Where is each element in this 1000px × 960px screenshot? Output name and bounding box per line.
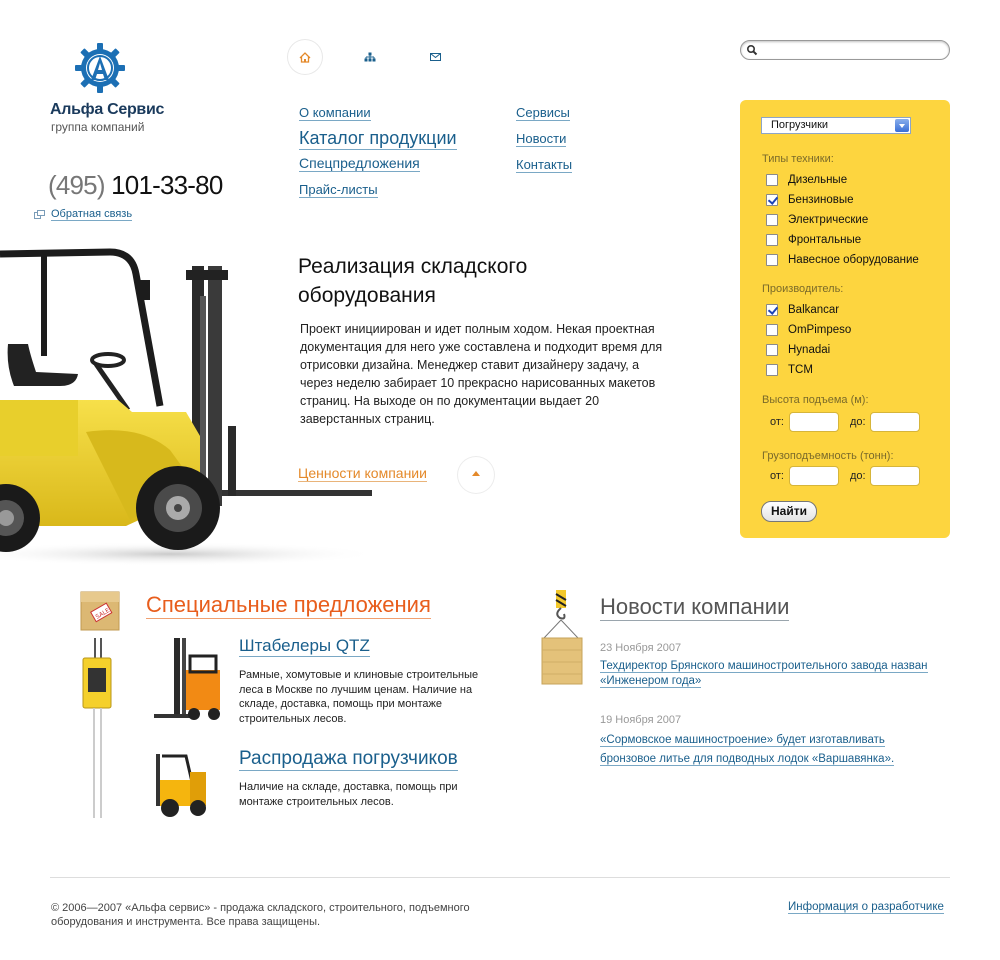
search-input[interactable]: [762, 42, 942, 58]
footer-divider: [50, 877, 950, 878]
specials-title[interactable]: Специальные предложения: [146, 592, 431, 617]
stacker-icon: [80, 638, 114, 818]
maker-checkbox[interactable]: [766, 344, 778, 356]
svg-text:SALE: SALE: [94, 607, 112, 621]
maker-checkbox[interactable]: [766, 364, 778, 376]
nav-contacts[interactable]: Контакты: [516, 157, 573, 172]
chevron-down-icon[interactable]: [895, 119, 909, 132]
height-to-label: до:: [850, 416, 866, 428]
special-offer-title[interactable]: Распродажа погрузчиков: [239, 748, 458, 769]
news-date: 23 Ноября 2007: [600, 642, 682, 654]
height-from-label: от:: [770, 416, 784, 428]
news-date: 19 Ноября 2007: [600, 714, 682, 726]
forklift-photo[interactable]: [152, 748, 212, 820]
type-checkbox-label: Бензиновые: [788, 194, 854, 206]
type-checkbox-label: Навесное оборудование: [788, 254, 919, 266]
capacity-label: Грузоподъемность (тонн):: [762, 450, 894, 462]
category-select[interactable]: [761, 117, 911, 134]
sitemap-button[interactable]: [352, 39, 388, 75]
height-from-input[interactable]: [789, 412, 839, 432]
home-icon: [299, 52, 311, 63]
type-checkbox-label: Фронтальные: [788, 234, 862, 246]
phone-code: (495): [48, 170, 105, 200]
news-link[interactable]: [600, 659, 930, 689]
hero-title: Реализация складского оборудования: [298, 255, 528, 307]
phone-number: [48, 170, 222, 201]
feedback-icon: [34, 210, 45, 219]
type-checkbox-label: Электрические: [788, 214, 869, 226]
special-offer-title[interactable]: Штабелеры QTZ: [239, 636, 370, 655]
hero-text: Проект инициирован и идет полным ходом. Некая проектная документация для него уже составлена и подходит время для отрисовки дизайна. Менеджер ставит дизайнеру задачу, а через неделю забирает 10 прекрасно нарисованных макетов страниц. На выходе он по документации выдает 20 заверстанных страниц.: [300, 322, 663, 426]
phone-digits: 101-33-80: [111, 170, 223, 200]
maker-checkbox-row[interactable]: [766, 364, 813, 376]
special-offer-text: Рамные, хомутовые и клиновые строительные леса в Москве по лучшим ценам. Наличие на складе, доставка, помощь при монтаже строительных лесов.: [239, 669, 479, 725]
sale-box-icon: [80, 590, 120, 632]
type-checkbox-row[interactable]: [766, 174, 847, 186]
nav-catalog[interactable]: Каталог продукции: [299, 128, 457, 148]
company-values-link[interactable]: Ценности компании: [298, 465, 427, 481]
type-checkbox[interactable]: [766, 254, 778, 266]
maker-checkbox[interactable]: [766, 324, 778, 336]
makers-label: Производитель:: [762, 283, 844, 295]
capacity-to-input[interactable]: [870, 466, 920, 486]
maker-checkbox-row[interactable]: [766, 324, 851, 336]
type-checkbox[interactable]: [766, 194, 778, 206]
type-checkbox-row[interactable]: [766, 254, 919, 266]
logo-subtitle: группа компаний: [51, 120, 145, 134]
capacity-from-label: от:: [770, 470, 784, 482]
capacity-from-input[interactable]: [789, 466, 839, 486]
type-checkbox[interactable]: [766, 214, 778, 226]
type-checkbox-row[interactable]: [766, 214, 868, 226]
news-link[interactable]: [600, 731, 930, 769]
maker-checkbox-label: TCM: [788, 364, 813, 376]
category-select-value: Погрузчики: [771, 119, 829, 131]
maker-checkbox-label: Balkancar: [788, 304, 840, 316]
stacker-photo[interactable]: [152, 636, 224, 722]
type-checkbox-row[interactable]: [766, 234, 861, 246]
type-checkbox[interactable]: [766, 174, 778, 186]
news-link-text[interactable]: «Сормовское машиностроение» будет изготавливать бронзовое литье для подводных лодок «Варшавянка».: [600, 734, 895, 765]
feedback-link[interactable]: Обратная связь: [51, 208, 133, 220]
mail-icon: [430, 53, 441, 61]
home-button[interactable]: [287, 39, 323, 75]
maker-checkbox-row[interactable]: [766, 304, 839, 316]
nav-special-offers[interactable]: Спецпредложения: [299, 155, 420, 171]
logo-title: Альфа Сервис: [50, 101, 165, 118]
capacity-to-label: до:: [850, 470, 866, 482]
developer-info-link[interactable]: Информация о разработчике: [788, 901, 944, 913]
copyright-text: © 2006—2007 «Альфа сервис» - продажа складского, строительного, подъемного оборудования и инструмента. Все права защищены.: [51, 902, 470, 928]
height-label: Высота подъема (м):: [762, 394, 869, 406]
maker-checkbox[interactable]: [766, 304, 778, 316]
expand-arrow-icon[interactable]: [457, 456, 495, 494]
special-offer-text: Наличие на складе, доставка, помощь при монтаже строительных лесов.: [239, 781, 458, 808]
nav-price-lists[interactable]: Прайс-листы: [299, 182, 378, 197]
types-label: Типы техники:: [762, 153, 834, 165]
sitemap-icon: [364, 52, 376, 62]
news-link-text[interactable]: Техдиректор Брянского машиностроительного завода назван «Инженером года»: [600, 660, 928, 687]
type-checkbox[interactable]: [766, 234, 778, 246]
search-icon: [746, 44, 758, 56]
maker-checkbox-label: Hynadai: [788, 344, 831, 356]
nav-news[interactable]: Новости: [516, 131, 567, 146]
logo-gear-icon[interactable]: [74, 42, 126, 94]
height-to-input[interactable]: [870, 412, 920, 432]
nav-services[interactable]: Сервисы: [516, 105, 570, 120]
news-title[interactable]: Новости компании: [600, 594, 790, 619]
find-button[interactable]: Найти: [761, 501, 817, 522]
mail-button[interactable]: [417, 39, 453, 75]
nav-about[interactable]: О компании: [299, 105, 371, 120]
crane-hook-icon: [540, 590, 584, 690]
maker-checkbox-label: OmPimpeso: [788, 324, 852, 336]
type-checkbox-label: Дизельные: [788, 174, 848, 186]
type-checkbox-row[interactable]: [766, 194, 854, 206]
maker-checkbox-row[interactable]: [766, 344, 830, 356]
